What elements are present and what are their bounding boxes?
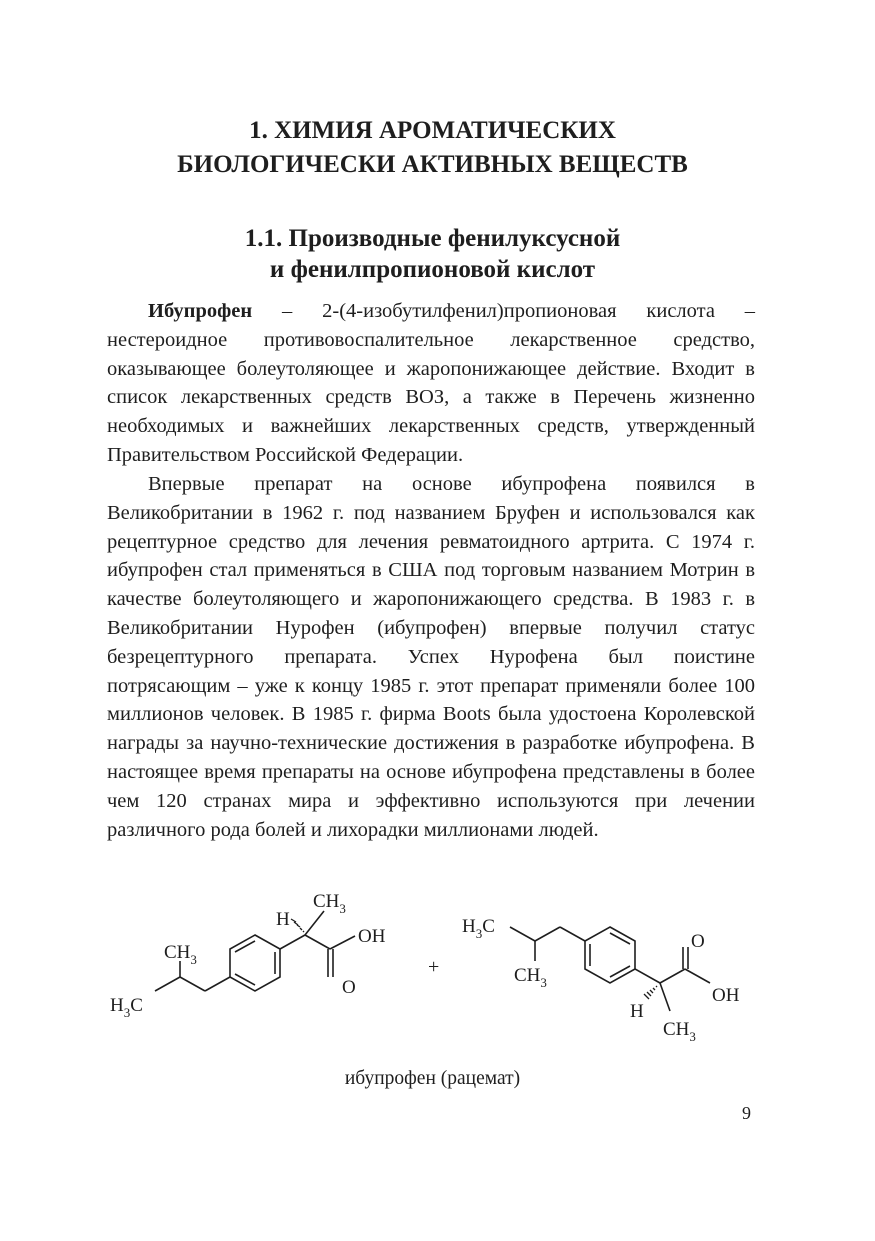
ibuprofen-racemate-scheme [100,885,780,1060]
left-h3c: $H_3C$ [110,995,143,1020]
right-hashed-wedge [644,986,657,999]
lead-term: Ибупрофен [148,300,253,322]
section-title [100,223,765,285]
paragraph-1-text: – 2-(4-изобутилфенил)пропионовая кислота – нестероидное противовоспалительное лекарственное средство, оказывающее болеутоляющее и жаропонижающее действие. Входит в список лекарственных средств ВОЗ, а также в Перечень жизненно необходимых и важнейших лекарственных средств, утвержденный Правительством Российской Федерации. [107,300,755,466]
chapter-title-line-1: 1. ХИМИЯ АРОМАТИЧЕСКИХ [249,117,616,144]
right-carbonyl-o: O [691,931,705,952]
paragraph-ibuprofen-history: Впервые препарат на основе ибупрофена появился в Великобритании в 1962 г. под названием Бруфен и использовался как рецептурное средство для лечения ревматоидного артрита. С 1974 г. ибупрофен стал применяться в США под торговым названием Мотрин в качестве болеутоляющего и жаропонижающего средства. В 1983 г. в Великобритании Нурофен (ибупрофен) впервые получил статус безрецептурного препарата. Успех Нурофена был поистине потрясающим – уже к концу 1985 г. этот препарат применяли более 100 миллионов человек. В 1985 г. фирма Boots была удостоена Королевской награды за научно-технические достижения в разработке ибупрофена. В настоящее время препараты на основе ибупрофена представлены в более чем 120 странах мира и эффективно используются при лечении различного рода болей и лихорадки миллионами людей. [107,473,755,841]
left-enantiomer-labels [110,891,386,1020]
right-h3c: $H_3C$ [462,916,495,941]
chapter-title [100,114,765,182]
plus-sign: + [428,956,440,978]
left-carbonyl-o: O [342,977,356,998]
chapter-title-line-2: БИОЛОГИЧЕСКИ АКТИВНЫХ ВЕЩЕСТВ [177,151,688,178]
structural-formulas [100,885,780,1060]
right-ch3-branch: $CH_3$ [514,965,547,990]
scheme-caption: ибупрофен (рацемат) [344,1068,521,1089]
paragraph-ibuprofen-definition [107,297,755,470]
left-hashed-wedge [291,919,304,932]
section-title-line-1: 1.1. Производные фенилуксусной [244,225,621,252]
right-oh-group: OH [712,985,740,1006]
left-oh-group: OH [358,926,386,947]
left-ch3-branch: $CH_3$ [164,942,197,967]
right-enantiomer-labels [462,916,740,1044]
page-number: 9 [742,1103,751,1123]
right-h-atom: H [630,1001,644,1022]
left-ch3-top: $CH_3$ [313,891,346,916]
left-h-atom: H [276,909,290,930]
right-ch3-bottom: $CH_3$ [663,1019,696,1044]
section-title-line-2: и фенилпропионовой кислот [269,256,596,283]
